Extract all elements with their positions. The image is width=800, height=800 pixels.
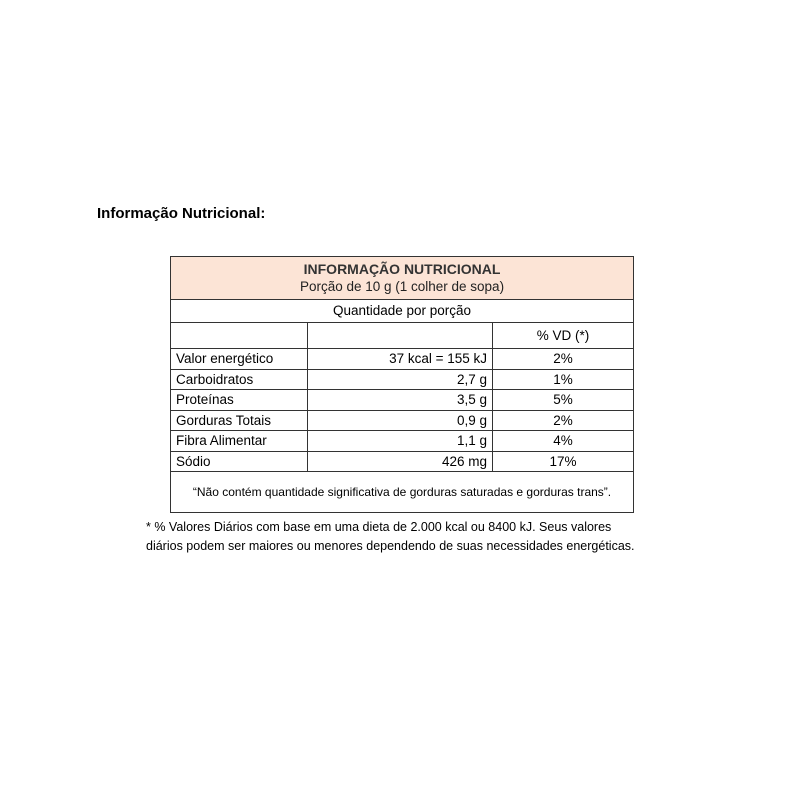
nutrient-name: Proteínas — [171, 390, 308, 411]
nutrient-amount: 37 kcal = 155 kJ — [308, 349, 493, 370]
nutrient-vd: 5% — [493, 390, 634, 411]
nutrition-table — [170, 256, 634, 513]
nutrient-vd: 1% — [493, 369, 634, 390]
nutrient-amount: 1,1 g — [308, 431, 493, 452]
nutrient-name: Fibra Alimentar — [171, 431, 308, 452]
table-header-row — [171, 257, 634, 300]
nutrient-amount: 2,7 g — [308, 369, 493, 390]
nutrient-amount: 426 mg — [308, 451, 493, 472]
page-heading: Informação Nutricional: — [97, 205, 266, 222]
footnote-line-1: * % Valores Diários com base em uma dieta de 2.000 kcal ou 8400 kJ. Seus valores — [146, 520, 612, 534]
table-row — [171, 410, 634, 431]
nutrient-name: Carboidratos — [171, 369, 308, 390]
nutrient-name: Gorduras Totais — [171, 410, 308, 431]
table-row — [171, 369, 634, 390]
empty-cell — [308, 323, 493, 349]
nutrient-vd: 2% — [493, 349, 634, 370]
nutrient-vd: 2% — [493, 410, 634, 431]
table-title: INFORMAÇÃO NUTRICIONAL — [303, 261, 501, 277]
table-row — [171, 451, 634, 472]
table-row — [171, 431, 634, 452]
quantity-label: Quantidade por porção — [171, 300, 634, 323]
table-header — [171, 257, 634, 300]
serving-size: Porção de 10 g (1 colher de sopa) — [299, 279, 505, 294]
nutrient-amount: 3,5 g — [308, 390, 493, 411]
table-row — [171, 349, 634, 370]
vd-header: % VD (*) — [493, 323, 634, 349]
vd-header-row — [171, 323, 634, 349]
nutrient-amount: 0,9 g — [308, 410, 493, 431]
footnote — [146, 518, 706, 556]
nutrient-name: Valor energético — [171, 349, 308, 370]
quantity-row — [171, 300, 634, 323]
nutrient-name: Sódio — [171, 451, 308, 472]
nutrient-vd: 4% — [493, 431, 634, 452]
table-row — [171, 390, 634, 411]
nutrient-vd: 17% — [493, 451, 634, 472]
footnote-line-2: diários podem ser maiores ou menores dependendo de suas necessidades energéticas. — [146, 539, 635, 553]
trans-fat-note: “Não contém quantidade significativa de gorduras saturadas e gorduras trans”. — [171, 472, 634, 513]
empty-cell — [171, 323, 308, 349]
note-row — [171, 472, 634, 513]
